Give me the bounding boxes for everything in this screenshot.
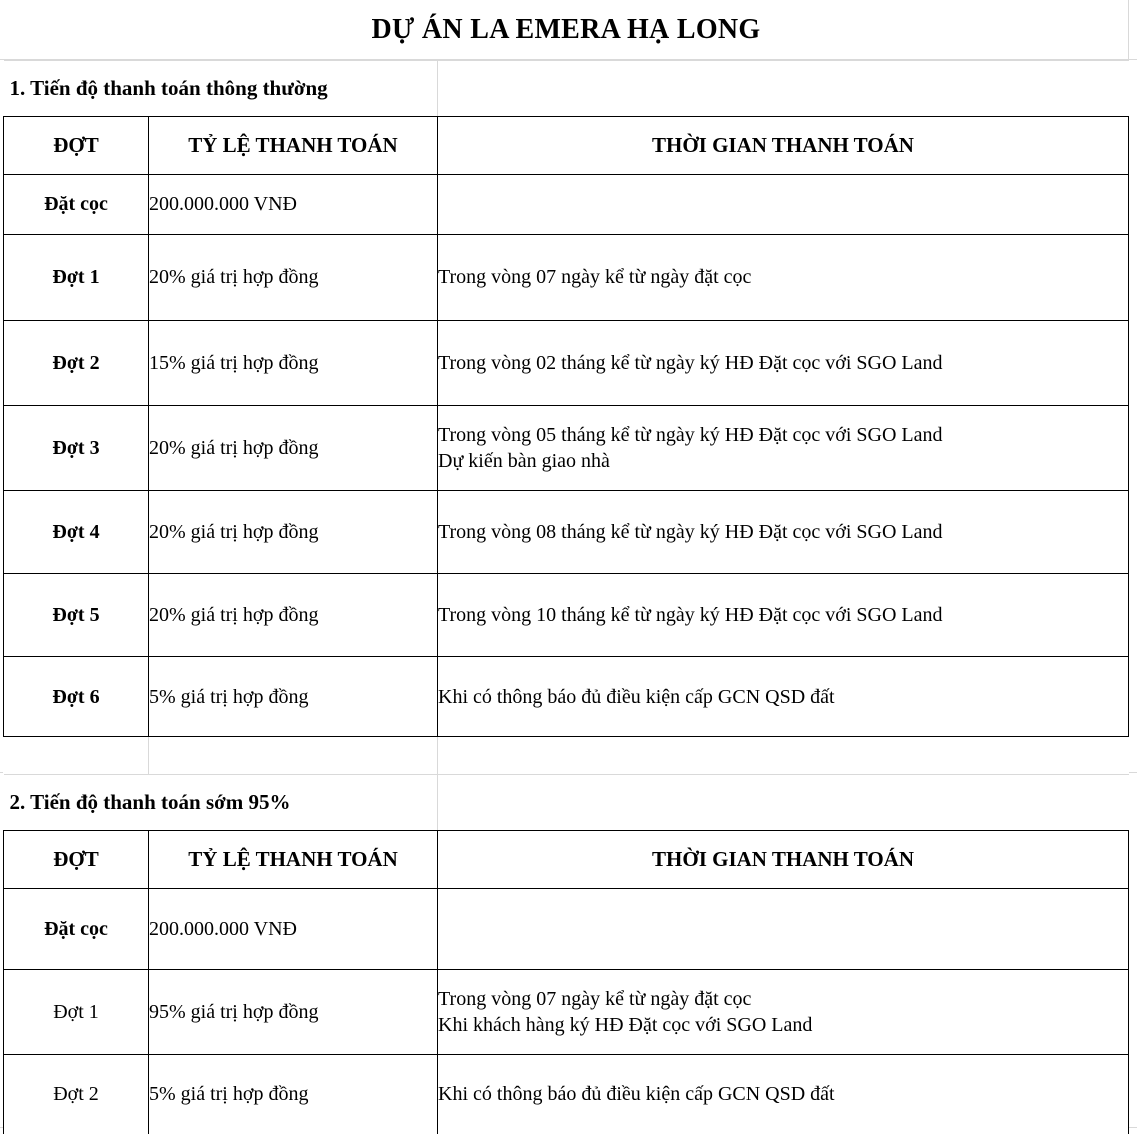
column-header-rate: TỶ LỆ THANH TOÁN [149, 117, 438, 175]
cell-time-line: Trong vòng 08 tháng kể từ ngày ký HĐ Đặt cọc với SGO Land [438, 520, 943, 543]
cell-rate: 5% giá trị hợp đồng [149, 657, 438, 739]
spacer-cell [437, 737, 1129, 775]
table-row [4, 889, 1129, 970]
cell-installment: Đợt 2 [4, 1055, 149, 1134]
cell-rate: 95% giá trị hợp đồng [149, 970, 438, 1055]
table-row [4, 235, 1129, 321]
cell-time-line: Trong vòng 05 tháng kể từ ngày ký HĐ Đặt cọc với SGO Land [438, 423, 943, 446]
table-row [4, 574, 1129, 657]
column-header-dot: ĐỢT [4, 831, 149, 889]
cell-installment: Đợt 2 [4, 321, 149, 406]
column-header-dot: ĐỢT [4, 117, 149, 175]
cell-rate: 5% giá trị hợp đồng [149, 1055, 438, 1134]
cell-installment: Đợt 4 [4, 491, 149, 574]
cell-installment: Đợt 5 [4, 574, 149, 657]
cell-installment: Đợt 1 [4, 970, 149, 1055]
cell-rate: 20% giá trị hợp đồng [149, 491, 438, 574]
cell-time [438, 574, 1129, 657]
cell-installment: Đặt cọc [4, 889, 149, 970]
column-header-time: THỜI GIAN THANH TOÁN [438, 831, 1129, 889]
cell-time [438, 970, 1129, 1055]
cell-time [438, 657, 1129, 739]
section-heading-1: 1. Tiến độ thanh toán thông thường [4, 61, 438, 117]
document-title: DỰ ÁN LA EMERA HẠ LONG [371, 14, 761, 45]
payment-schedule-table-2 [3, 774, 1129, 1134]
spacer-cell [3, 737, 148, 775]
cell-installment: Đợt 1 [4, 235, 149, 321]
cell-time-line: Khi có thông báo đủ điều kiện cấp GCN QSD đất [438, 686, 835, 709]
cell-time-line: Trong vòng 07 ngày kể từ ngày đặt cọc [438, 987, 752, 1010]
cell-time-line: Trong vòng 02 tháng kể từ ngày ký HĐ Đặt cọc với SGO Land [438, 351, 943, 374]
cell-installment: Đợt 3 [4, 406, 149, 491]
table-header-row [4, 831, 1129, 889]
cell-time-line: Khi khách hàng ký HĐ Đặt cọc với SGO Land [438, 1014, 813, 1036]
cell-time-line: Dự kiến bàn giao nhà [438, 450, 610, 472]
cell-time [438, 321, 1129, 406]
cell-time [438, 175, 1129, 235]
cell-rate: 20% giá trị hợp đồng [149, 574, 438, 657]
cell-rate: 200.000.000 VNĐ [149, 175, 438, 235]
cell-time-line: Khi có thông báo đủ điều kiện cấp GCN QSD đất [438, 1083, 835, 1106]
column-header-rate: TỶ LỆ THANH TOÁN [149, 831, 438, 889]
column-header-time: THỜI GIAN THANH TOÁN [438, 117, 1129, 175]
cell-time [438, 491, 1129, 574]
payment-schedule-table-1 [3, 60, 1129, 739]
section-heading-row [4, 61, 1129, 117]
cell-rate: 20% giá trị hợp đồng [149, 235, 438, 321]
cell-time [438, 1055, 1129, 1134]
cell-rate: 15% giá trị hợp đồng [149, 321, 438, 406]
cell-time [438, 235, 1129, 321]
spacer-cell [148, 737, 437, 775]
section-heading-row [4, 775, 1129, 831]
cell-rate: 200.000.000 VNĐ [149, 889, 438, 970]
cell-time [438, 889, 1129, 970]
cell-rate: 20% giá trị hợp đồng [149, 406, 438, 491]
table-row [4, 657, 1129, 739]
table-spacer [3, 736, 1129, 775]
table-row [4, 491, 1129, 574]
cell-time-line: Trong vòng 07 ngày kể từ ngày đặt cọc [438, 266, 752, 289]
section-heading-2: 2. Tiến độ thanh toán sớm 95% [4, 775, 438, 831]
cell-installment: Đợt 6 [4, 657, 149, 739]
cell-installment: Đặt cọc [4, 175, 149, 235]
table-row [4, 1055, 1129, 1134]
table-header-row [4, 117, 1129, 175]
section-heading-filler [438, 61, 1129, 117]
cell-time-line: Trong vòng 10 tháng kể từ ngày ký HĐ Đặt cọc với SGO Land [438, 603, 943, 626]
spacer-row [3, 737, 1129, 775]
table-row [4, 321, 1129, 406]
section-heading-filler [438, 775, 1129, 831]
table-row [4, 175, 1129, 235]
cell-time [438, 406, 1129, 491]
table-row [4, 970, 1129, 1055]
table-row [4, 406, 1129, 491]
